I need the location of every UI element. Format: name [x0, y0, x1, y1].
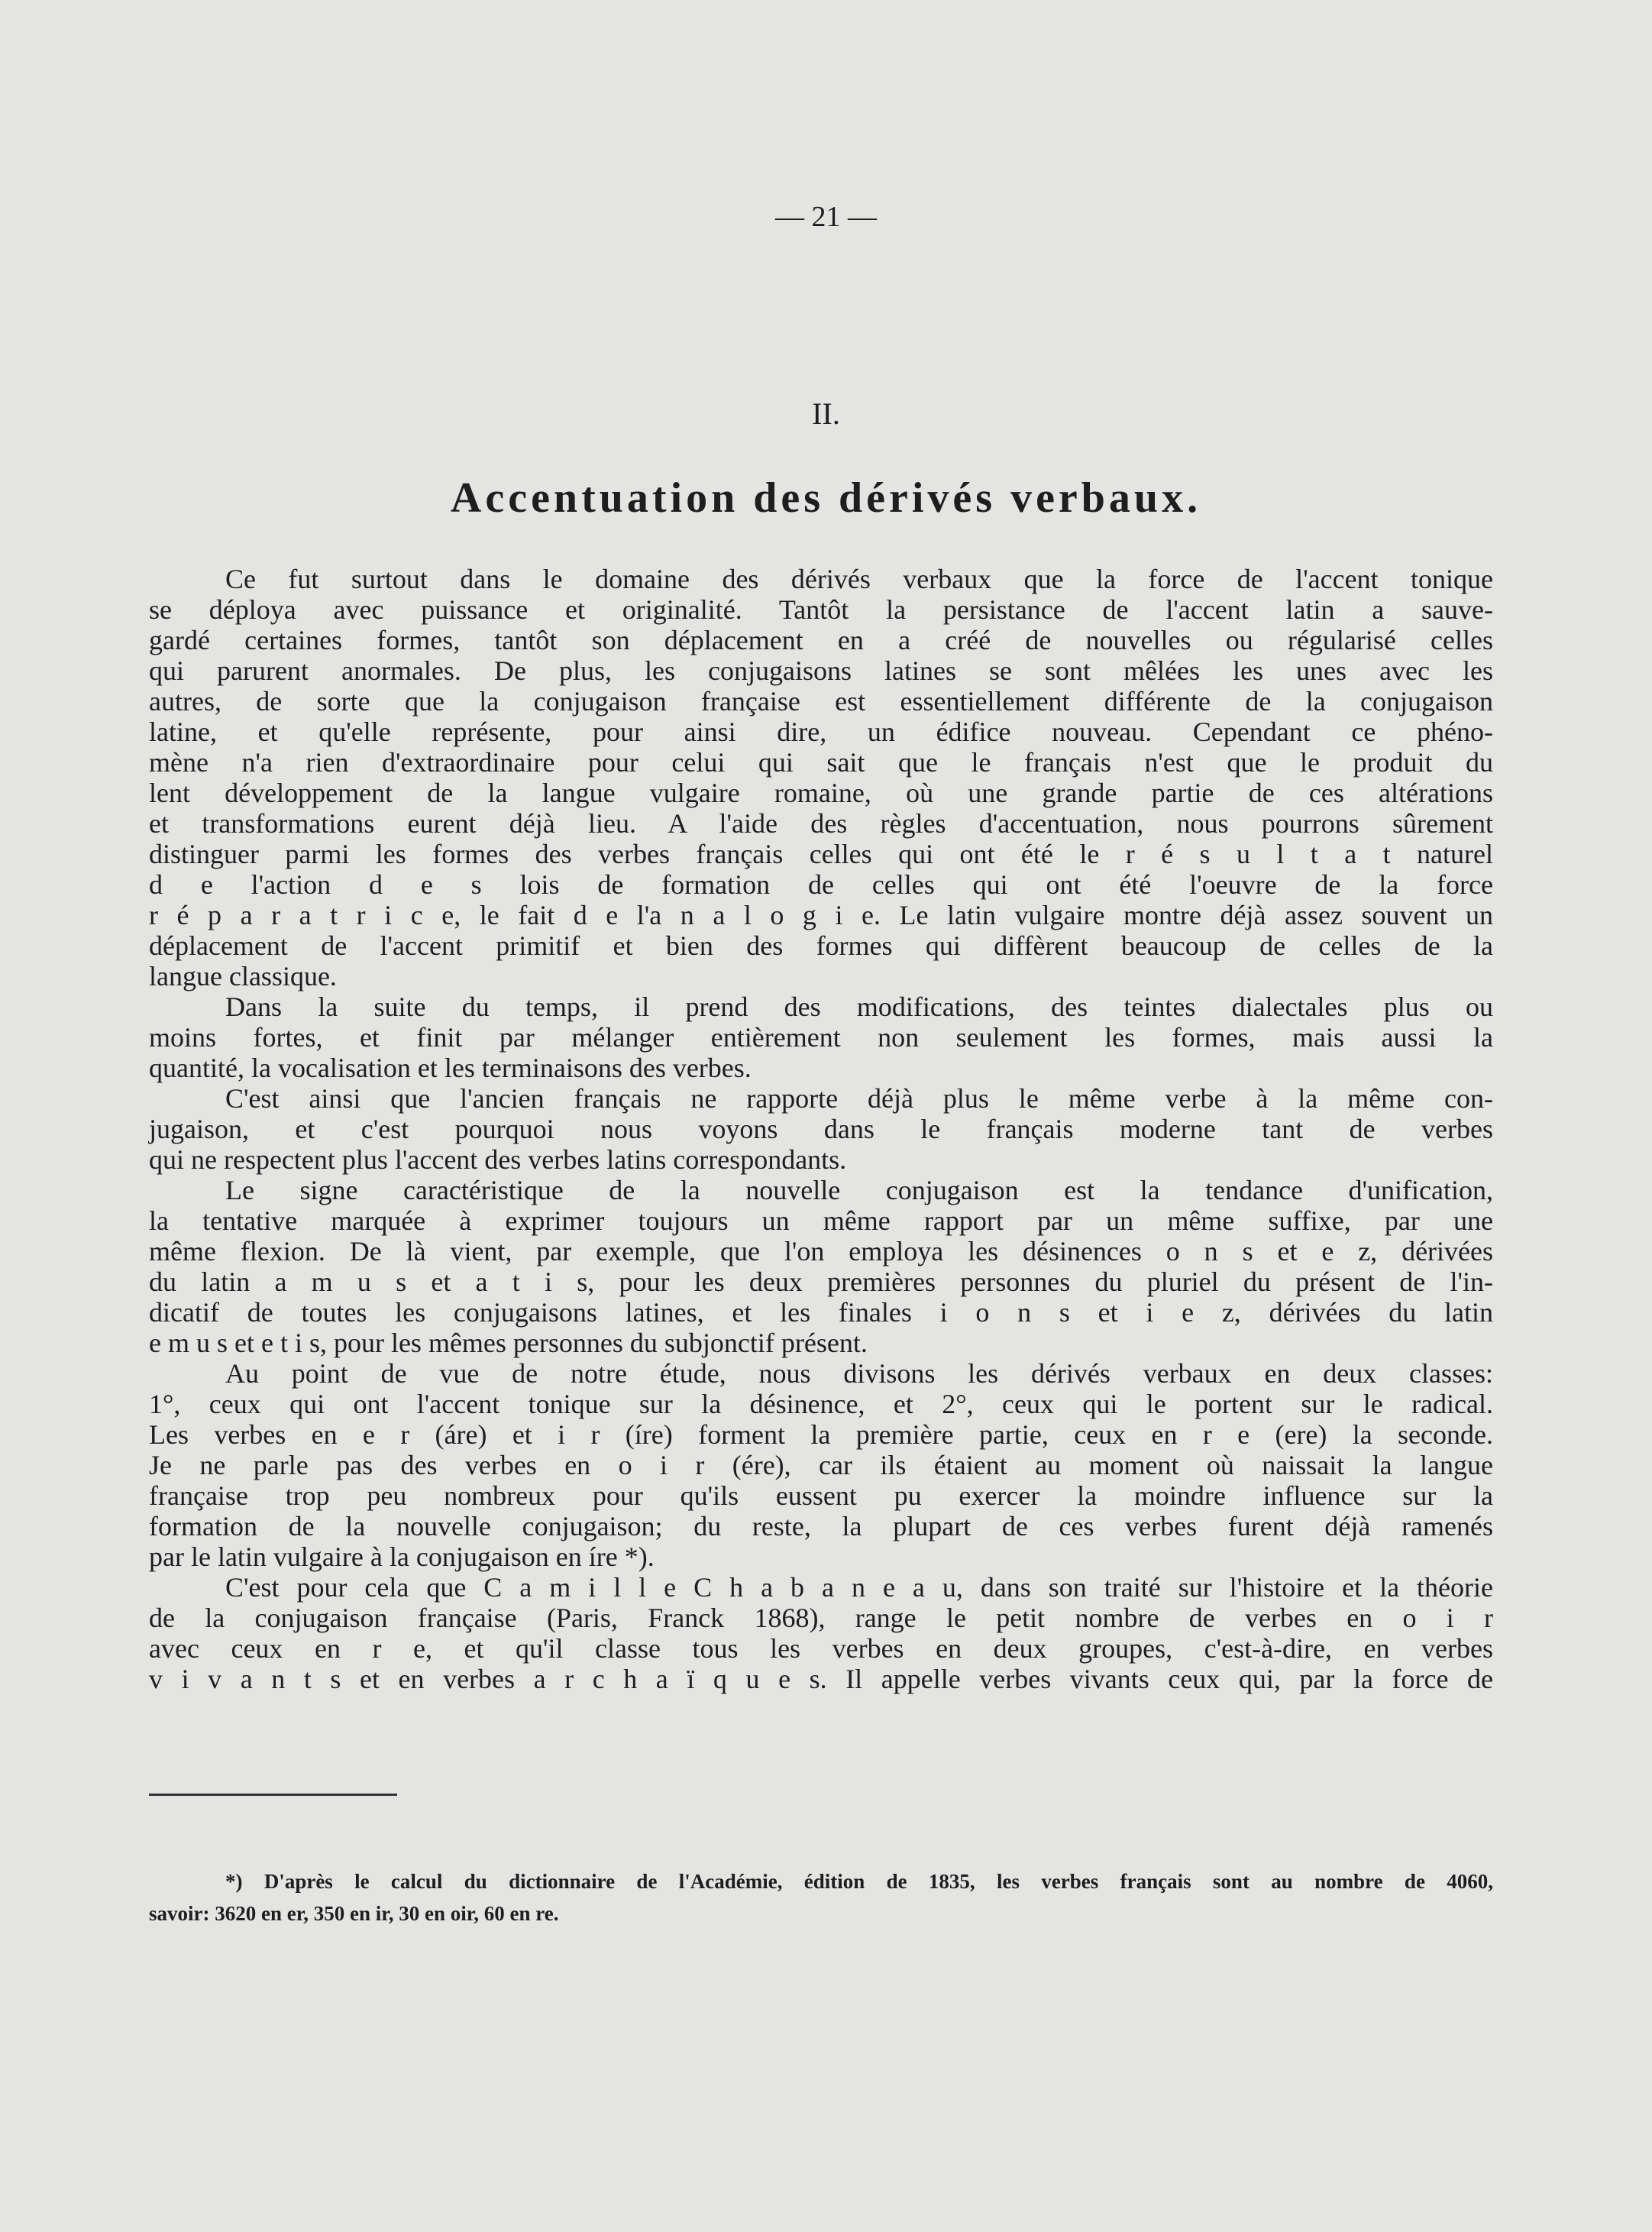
text-line: mène n'a rien d'extraordinaire pour celui qui sait que le français n'est que le produit du — [149, 747, 1493, 778]
text-line: la tentative marquée à exprimer toujours un même rapport par un même suffixe, par une — [149, 1205, 1493, 1236]
text-line: Les verbes en e r (áre) et i r (íre) forment la première partie, ceux en r e (ere) la seconde. — [149, 1419, 1493, 1450]
text-line: langue classique. — [149, 961, 337, 991]
text-line: latine, et qu'elle représente, pour ainsi dire, un édifice nouveau. Cependant ce phéno- — [149, 717, 1493, 747]
text-line: formation de la nouvelle conjugaison; du reste, la plupart de ces verbes furent déjà ramenés — [149, 1511, 1493, 1541]
body-text — [149, 564, 1493, 1694]
paragraph — [149, 1572, 1493, 1694]
text-line: d e l'action d e s lois de formation de celles qui ont été l'oeuvre de la force — [149, 869, 1493, 900]
footnote-line: *) D'après le calcul du dictionnaire de l'Académie, édition de 1835, les verbes français sont au nombre de 4060, — [225, 1870, 1493, 1893]
paragraph — [149, 991, 1493, 1083]
footnote — [149, 1865, 1493, 1930]
paragraph — [149, 1358, 1493, 1572]
text-line: quantité, la vocalisation et les terminaisons des verbes. — [149, 1053, 752, 1083]
text-line: qui ne respectent plus l'accent des verbes latins correspondants. — [149, 1144, 847, 1175]
text-line: jugaison, et c'est pourquoi nous voyons dans le français moderne tant de verbes — [149, 1114, 1493, 1144]
text-line: distinguer parmi les formes des verbes français celles qui ont été le r é s u l t a t naturel — [149, 839, 1493, 869]
text-line: autres, de sorte que la conjugaison française est essentiellement différente de la conjugaison — [149, 686, 1493, 717]
page-number: — 21 — — [775, 201, 877, 233]
footnote-divider — [149, 1794, 397, 1796]
text-line: française trop peu nombreux pour qu'ils eussent pu exercer la moindre influence sur la — [149, 1480, 1493, 1511]
text-line: r é p a r a t r i c e, le fait d e l'a n a l o g i e. Le latin vulgaire montre déjà assez souvent un — [149, 900, 1493, 930]
text-line: se déploya avec puissance et originalité. Tantôt la persistance de l'accent latin a sauve- — [149, 594, 1493, 625]
text-line: e m u s et e t i s, pour les mêmes personnes du subjonctif présent. — [149, 1328, 868, 1358]
text-line: Je ne parle pas des verbes en o i r (ére), car ils étaient au moment où naissait la langue — [149, 1450, 1493, 1480]
text-line: par le latin vulgaire à la conjugaison en íre *). — [149, 1541, 655, 1572]
text-line: Au point de vue de notre étude, nous divisons les dérivés verbaux en deux classes: — [225, 1358, 1493, 1389]
text-line: de la conjugaison française (Paris, Franck 1868), range le petit nombre de verbes en o i r — [149, 1603, 1493, 1633]
text-line: même flexion. De là vient, par exemple, que l'on employa les désinences o n s et e z, dérivées — [149, 1236, 1493, 1266]
text-line: moins fortes, et finit par mélanger entièrement non seulement les formes, mais aussi la — [149, 1022, 1493, 1053]
text-line: C'est ainsi que l'ancien français ne rapporte déjà plus le même verbe à la même con- — [225, 1083, 1493, 1114]
text-line: dicatif de toutes les conjugaisons latines, et les finales i o n s et i e z, dérivées du latin — [149, 1297, 1493, 1328]
text-line: C'est pour cela que C a m i l l e C h a b a n e a u, dans son traité sur l'histoire et la théorie — [225, 1572, 1493, 1603]
text-line: du latin a m u s et a t i s, pour les deux premières personnes du pluriel du présent de l'in- — [149, 1266, 1493, 1297]
text-line: Dans la suite du temps, il prend des modifications, des teintes dialectales plus ou — [225, 991, 1493, 1022]
footnote-line: savoir: 3620 en er, 350 en ir, 30 en oir, 60 en re. — [149, 1902, 559, 1925]
text-line: lent développement de la langue vulgaire romaine, où une grande partie de ces altérations — [149, 778, 1493, 808]
section-number: II. — [812, 396, 840, 431]
paragraph — [149, 1083, 1493, 1175]
text-line: Le signe caractéristique de la nouvelle conjugaison est la tendance d'unification, — [225, 1175, 1493, 1205]
paragraph — [149, 564, 1493, 991]
paragraph — [149, 1175, 1493, 1358]
text-line: qui parurent anormales. De plus, les conjugaisons latines se sont mêlées les unes avec les — [149, 655, 1493, 686]
text-line: et transformations eurent déjà lieu. A l'aide des règles d'accentuation, nous pourrons sûrement — [149, 808, 1493, 839]
text-line: 1°, ceux qui ont l'accent tonique sur la désinence, et 2°, ceux qui le portent sur le radical. — [149, 1389, 1493, 1419]
text-line: gardé certaines formes, tantôt son déplacement en a créé de nouvelles ou régularisé celles — [149, 625, 1493, 655]
page-title: Accentuation des dérivés verbaux. — [450, 474, 1202, 522]
text-line: v i v a n t s et en verbes a r c h a ï q u e s. Il appelle verbes vivants ceux qui, par la force de — [149, 1664, 1493, 1694]
text-line: Ce fut surtout dans le domaine des dérivés verbaux que la force de l'accent tonique — [225, 564, 1493, 594]
text-line: avec ceux en r e, et qu'il classe tous les verbes en deux groupes, c'est-à-dire, en verbes — [149, 1633, 1493, 1664]
text-line: déplacement de l'accent primitif et bien des formes qui diffèrent beaucoup de celles de la — [149, 930, 1493, 961]
